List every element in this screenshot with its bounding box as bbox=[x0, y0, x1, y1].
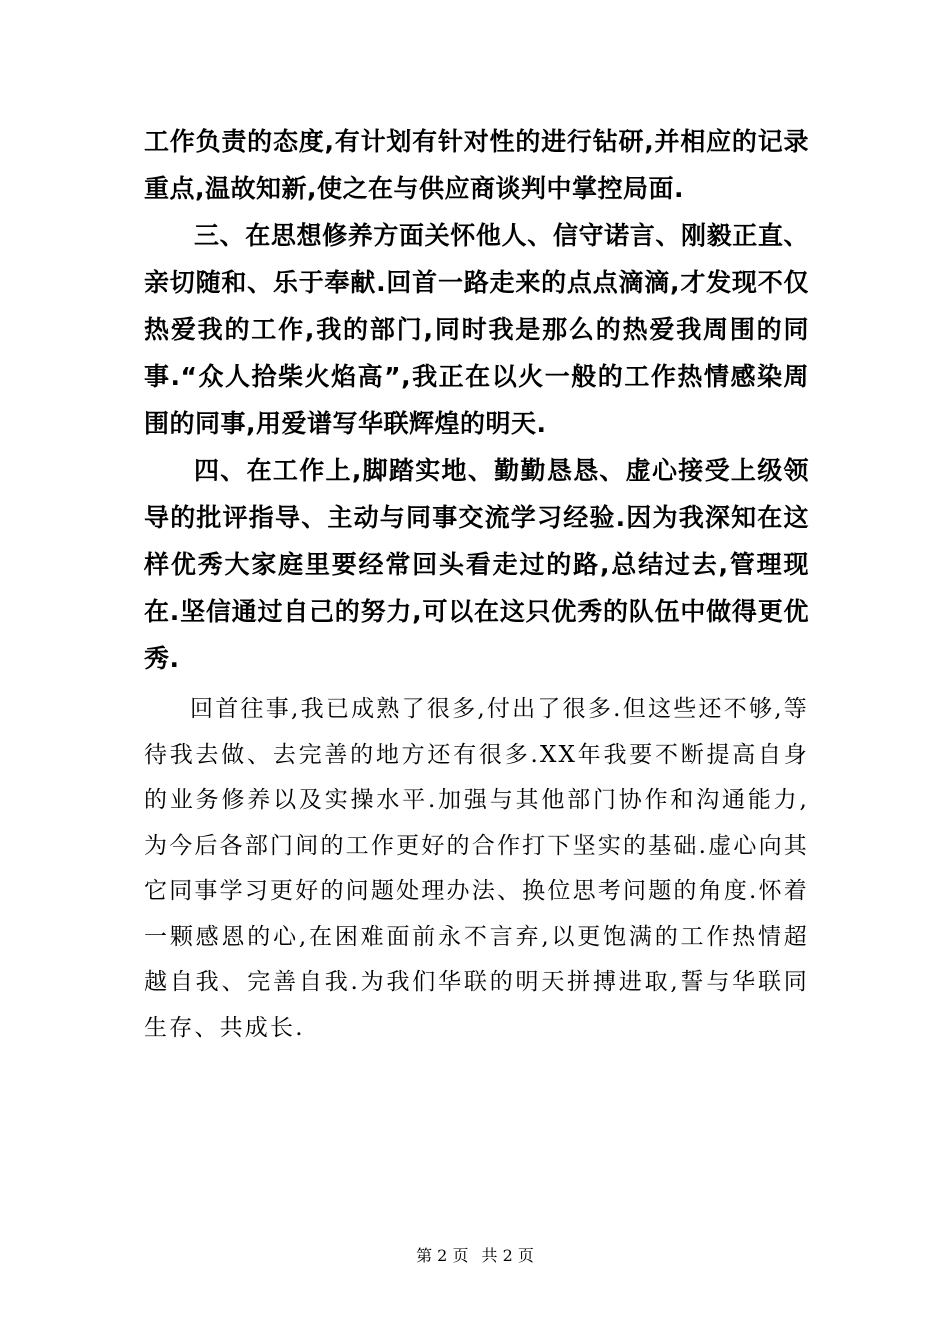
page-footer bbox=[0, 1243, 950, 1266]
paragraph-continuation: 工作负责的态度,有计划有针对性的进行钻研,并相应的记录重点,温故知新,使之在与供应商谈判中掌控局面. bbox=[144, 127, 809, 203]
total-pages: 共 2 页 bbox=[481, 1246, 534, 1265]
paragraph-section-three: 三、在思想修养方面关怀他人、信守诺言、刚毅正直、亲切随和、乐于奉献.回首一路走来的点点滴滴,才发现不仅热爱我的工作,我的部门,同时我是那么的热爱我周围的同事.“众人拾柴火焰高”,我正在以火一般的工作热情感染周围的同事,用爱谱写华联辉煌的明天. bbox=[144, 221, 809, 438]
paragraph-section-four: 四、在工作上,脚踏实地、勤勤恳恳、虚心接受上级领导的批评指导、主动与同事交流学习经验.因为我深知在这样优秀大家庭里要经常回头看走过的路,总结过去,管理现在.坚信通过自己的努力,可以在这只优秀的队伍中做得更优秀. bbox=[144, 456, 809, 673]
document-body bbox=[144, 118, 809, 1051]
page-number: 第 2 页 bbox=[416, 1246, 469, 1265]
paragraph-conclusion: 回首往事,我已成熟了很多,付出了很多.但这些还不够,等待我去做、去完善的地方还有很多.XX年我要不断提高自身的业务修养以及实操水平.加强与其他部门协作和沟通能力,为今后各部门间的工作更好的合作打下坚实的基础.虚心向其它同事学习更好的问题处理办法、换位思考问题的角度.怀着一颗感恩的心,在困难面前永不言弃,以更饱满的工作热情超越自我、完善自我.为我们华联的明天拼搏进取,誓与华联同生存、共成长. bbox=[144, 696, 809, 1041]
